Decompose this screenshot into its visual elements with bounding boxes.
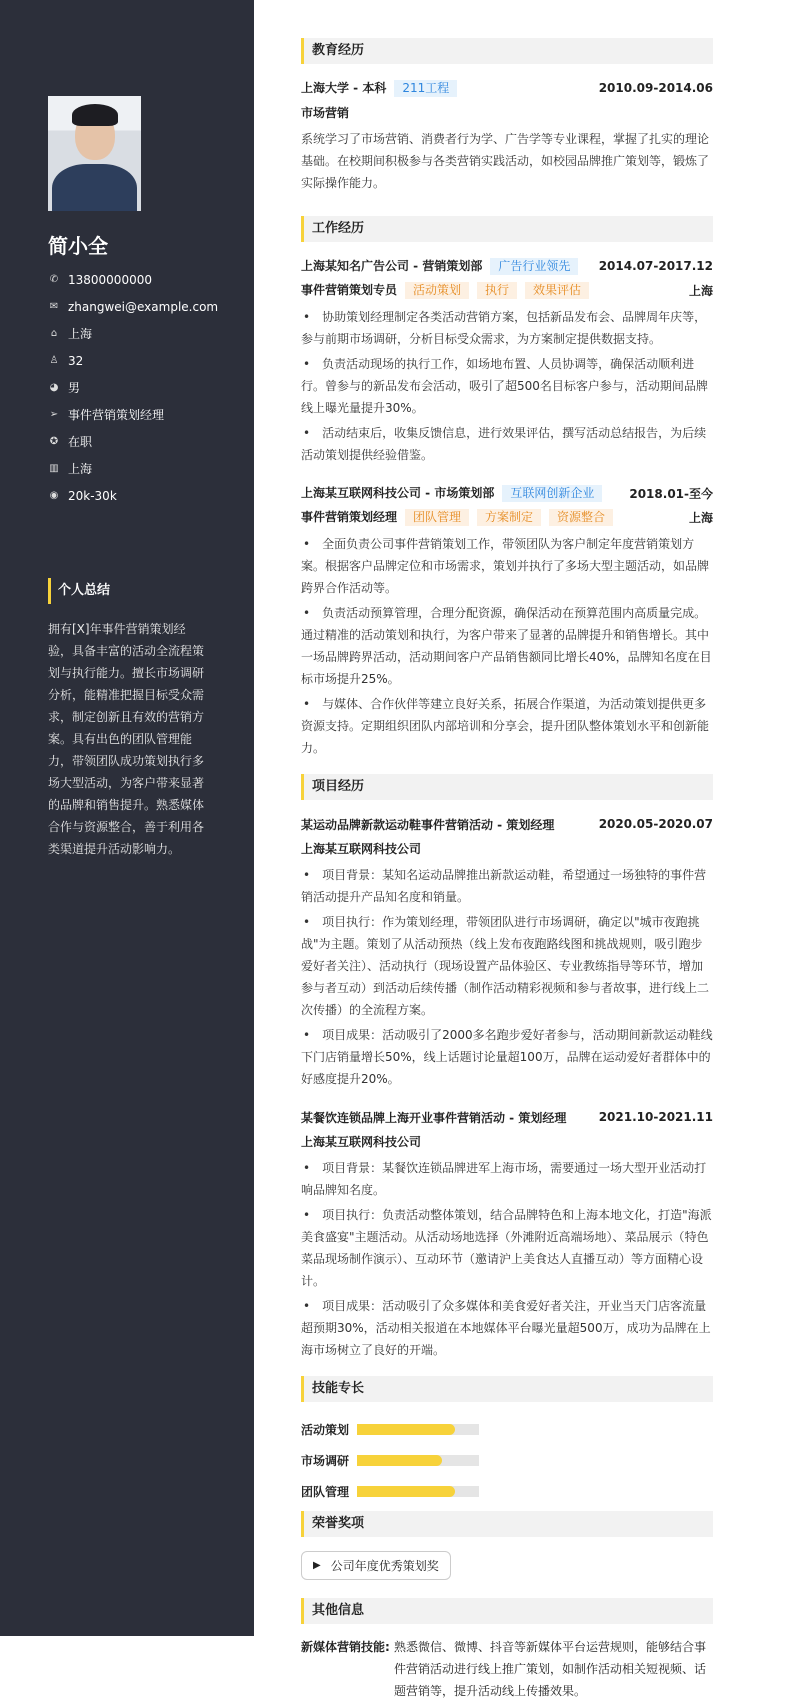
other-value: 熟悉微信、微博、抖音等新媒体平台运营规则，能够结合事件营销活动进行线上推广策划，如制作活动相关短视频、话题营销等，提升活动线上传播效果。 [394,1640,707,1698]
work-city: 上海 [688,283,713,298]
project-name: 某餐饮连锁品牌上海开业事件营销活动 - 策划经理 [301,1110,567,1125]
skill-bar-fill [357,1455,442,1466]
project-bullet: • 项目成果：活动吸引了2000多名跑步爱好者参与，活动期间新款运动鞋线下门店销量增长50%，线上话题讨论量超100万，品牌在运动爱好者群体中的好感度提升20%。 [301,1024,713,1090]
project-entry [301,1105,713,1376]
skill-name: 活动策划 [301,1423,350,1437]
summary-heading: 个人总结 [48,578,110,604]
info-row [48,482,218,509]
school: 上海大学 - 本科 [301,81,387,95]
work-date: 2014.07-2017.12 [598,259,713,273]
education-header [301,76,713,100]
candidate-name: 简小全 [48,234,108,258]
skill-name: 团队管理 [301,1485,350,1499]
status-icon: ✪ [49,436,59,447]
role: 事件营销策划专员 [301,283,398,297]
work-bullet: • 负责活动现场的执行工作，如场地布置、人员协调等，确保活动顺利进行。曾参与的新品发布会活动，吸引了超500名目标客户参与，活动期间品牌线上曝光量提升30%。 [301,353,713,419]
skill-item [301,1445,513,1476]
section-other: 其他信息 [301,1598,713,1624]
company: 上海某互联网科技公司 - 市场策划部 [301,486,495,500]
work-bullet: • 协助策划经理制定各类活动营销方案，包括新品发布会、品牌周年庆等，参与前期市场调研，分析目标受众需求，为方案制定提供数据支持。 [301,306,713,350]
info-row [48,401,218,428]
award-label: 公司年度优秀策划奖 [330,1559,439,1573]
building-icon: ▥ [49,463,59,474]
play-triangle-icon: ▶ [313,1560,321,1571]
info-row [48,320,218,347]
info-value: 事件营销策划经理 [68,408,165,422]
section-work: 工作经历 [301,216,713,242]
info-value: 32 [68,353,84,368]
work-bullet: • 与媒体、合作伙伴等建立良好关系，拓展合作渠道，为活动策划提供更多资源支持。定期组织团队内部培训和分享会，提升团队整体策划水平和创新能力。 [301,693,713,759]
work-bullet: • 活动结束后，收集反馈信息，进行效果评估，撰写活动总结报告，为后续活动策划提供经验借鉴。 [301,422,713,466]
skill-item [301,1414,513,1445]
home-icon: ⌂ [50,328,58,339]
project-bullet: • 项目成果：活动吸引了众多媒体和美食爱好者关注，开业当天门店客流量超预期30%，活动相关报道在本地媒体平台曝光量超500万，成功为品牌在上海市场树立了良好的开端。 [301,1295,713,1361]
skill-bar-fill [357,1424,455,1435]
salary-icon: ◉ [49,490,59,501]
education-desc: 系统学习了市场营销、消费者行为学、广告学等专业课程，掌握了扎实的理论基础。在校期间积极参与各类营销实践活动，如校园品牌推广策划等，锻炼了实际操作能力。 [301,132,710,190]
info-value: 上海 [68,462,93,476]
project-bullet: • 项目执行：作为策划经理，带领团队进行市场调研，确定以"城市夜跑挑战"为主题。策划了从活动预热（线上发布夜跑路线图和挑战规则，吸引跑步爱好者关注）、活动执行（现场设置产品体验区、专业教练指导等环节，增加参与者互动）到活动后续传播（制作活动精彩视频和参与者故事，进行线上二次传播）的全流程方案。 [301,911,713,1021]
skill-bar [357,1424,479,1435]
info-value: zhangwei@example.com [68,299,219,314]
section-skills: 技能专长 [301,1376,713,1402]
skill-tag: 方案制定 [477,509,541,526]
skill-name: 市场调研 [301,1454,350,1468]
send-icon: ➢ [49,409,59,420]
sidebar [0,0,254,1636]
skill-tag: 效果评估 [525,282,589,299]
summary-text: 拥有[X]年事件营销策划经验，具备丰富的活动全流程策划与执行能力。擅长市场调研分析，能精准把握目标受众需求，制定创新且有效的营销方案。具有出色的团队管理能力，带领团队成功策划执行多场大型活动，为客户带来显著的品牌和销售提升。熟悉媒体合作与资源整合，善于利用各类渠道提升活动影响力。 [48,622,205,856]
info-value: 男 [68,381,81,395]
skill-bar [357,1455,479,1466]
company-tag: 互联网创新企业 [502,485,602,502]
other-info [301,1636,713,1702]
project-bullet: • 项目背景：某餐饮连锁品牌进军上海市场，需要通过一场大型开业活动打响品牌知名度。 [301,1157,713,1201]
contact-info [48,266,218,509]
work-city: 上海 [688,510,713,525]
work-entry [301,481,713,774]
mail-icon: ✉ [49,301,59,312]
project-entry [301,812,713,1105]
skill-bar-fill [357,1486,455,1497]
company: 上海某知名广告公司 - 营销策划部 [301,259,483,273]
skill-item [301,1476,513,1507]
skill-bar [357,1486,479,1497]
skill-tag: 团队管理 [405,509,469,526]
work-date: 2018.01-至今 [629,486,713,501]
section-education: 教育经历 [301,38,713,64]
project-date: 2020.05-2020.07 [598,817,713,831]
project-name: 某运动品牌新款运动鞋事件营销活动 - 策划经理 [301,817,555,832]
award-item[interactable] [301,1551,451,1580]
info-value: 20k-30k [68,488,117,503]
project-date: 2021.10-2021.11 [598,1110,713,1124]
company-tag: 广告行业领先 [490,258,578,275]
skill-tag: 执行 [477,282,517,299]
other-label: 新媒体营销技能: [301,1640,390,1654]
info-row [48,293,218,320]
age-icon: ♙ [49,355,59,366]
work-bullet: • 全面负责公司事件营销策划工作，带领团队为客户制定年度营销策划方案。根据客户品牌定位和市场需求，策划并执行了多场大型主题活动，如品牌跨界合作活动等。 [301,533,713,599]
gender-icon: ◕ [49,382,59,393]
work-entry [301,254,713,481]
section-projects: 项目经历 [301,774,713,800]
section-awards: 荣誉奖项 [301,1511,713,1537]
role: 事件营销策划经理 [301,510,398,524]
skill-tag: 资源整合 [549,509,613,526]
phone-icon: ✆ [49,274,59,285]
main-content [301,38,713,1702]
major: 市场营销 [301,105,350,120]
info-value: 13800000000 [68,272,152,287]
project-bullet: • 项目背景：某知名运动品牌推出新款运动鞋，希望通过一场独特的事件营销活动提升产品知名度和销量。 [301,864,713,908]
project-bullet: • 项目执行：负责活动整体策划，结合品牌特色和上海本地文化，打造"海派美食盛宴"主题活动。从活动场地选择（外滩附近高端场地）、菜品展示（特色菜品现场制作演示）、互动环节（邀请沪上美食达人直播互动）等方面精心设计。 [301,1204,713,1292]
school-tag: 211工程 [394,80,457,97]
info-value: 在职 [68,435,93,449]
project-company: 上海某互联网科技公司 [301,841,422,856]
info-row [48,428,218,455]
work-bullet: • 负责活动预算管理，合理分配资源，确保活动在预算范围内高质量完成。通过精准的活动策划和执行，为客户带来了显著的品牌提升和销售增长。其中一场品牌跨界活动，活动期间客户产品销售额同比增长40%，品牌知名度在目标市场提升25%。 [301,602,713,690]
info-row [48,347,218,374]
project-company: 上海某互联网科技公司 [301,1134,422,1149]
info-value: 上海 [68,327,93,341]
info-row [48,266,218,293]
info-row [48,455,218,482]
skill-tag: 活动策划 [405,282,469,299]
avatar [48,96,141,211]
education-date: 2010.09-2014.06 [598,81,713,95]
info-row [48,374,218,401]
